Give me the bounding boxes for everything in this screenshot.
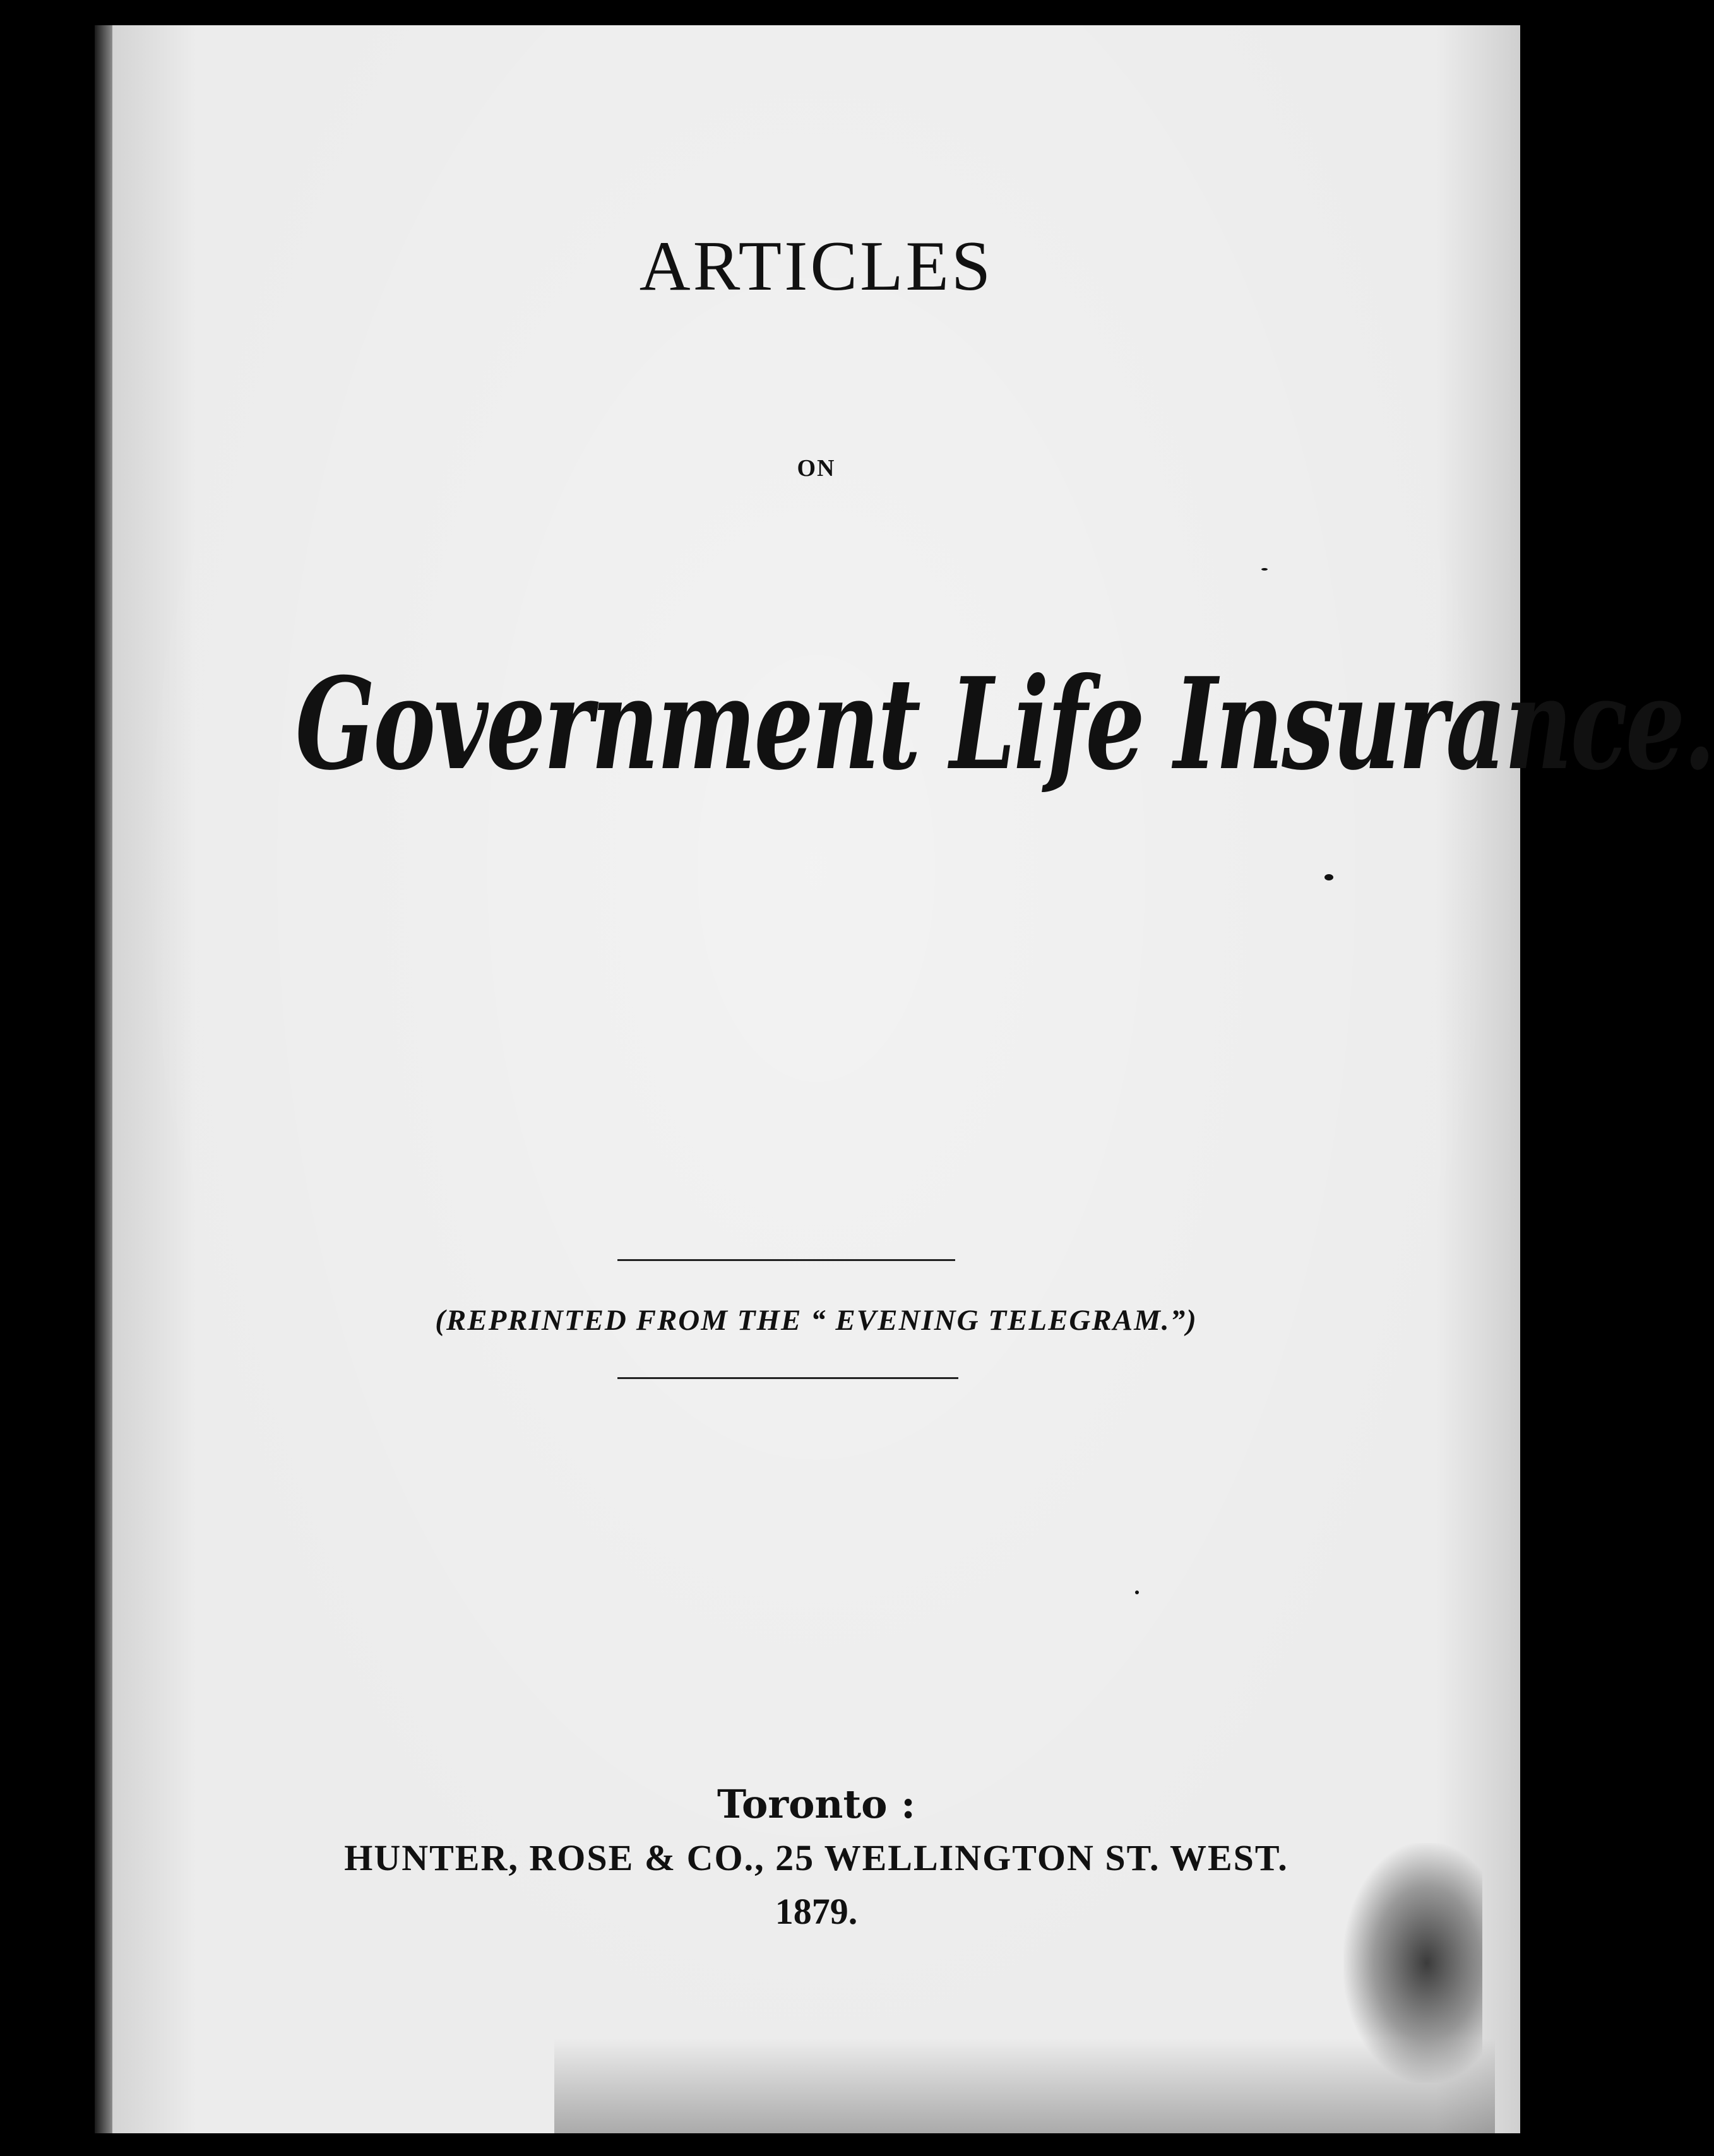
imprint-year: 1879. xyxy=(775,1891,858,1932)
ink-speck xyxy=(1135,1590,1139,1594)
ink-speck xyxy=(1261,568,1268,571)
title-connector: ON xyxy=(797,455,836,482)
imprint-city: Toronto : xyxy=(717,1781,915,1827)
page-title: ARTICLES xyxy=(639,227,994,305)
divider-top xyxy=(617,1259,955,1261)
reprint-note: (REPRINTED FROM THE “ EVENING TELEGRAM.”) xyxy=(435,1304,1198,1337)
title-page xyxy=(112,25,1714,2133)
imprint-publisher: HUNTER, ROSE & CO., 25 WELLINGTON ST. WEST. xyxy=(344,1837,1288,1878)
page-subject: Government Life Insurance. xyxy=(295,650,1714,798)
page-wear xyxy=(554,2039,1495,2133)
ink-speck xyxy=(1324,874,1333,880)
divider-bottom xyxy=(617,1377,958,1379)
